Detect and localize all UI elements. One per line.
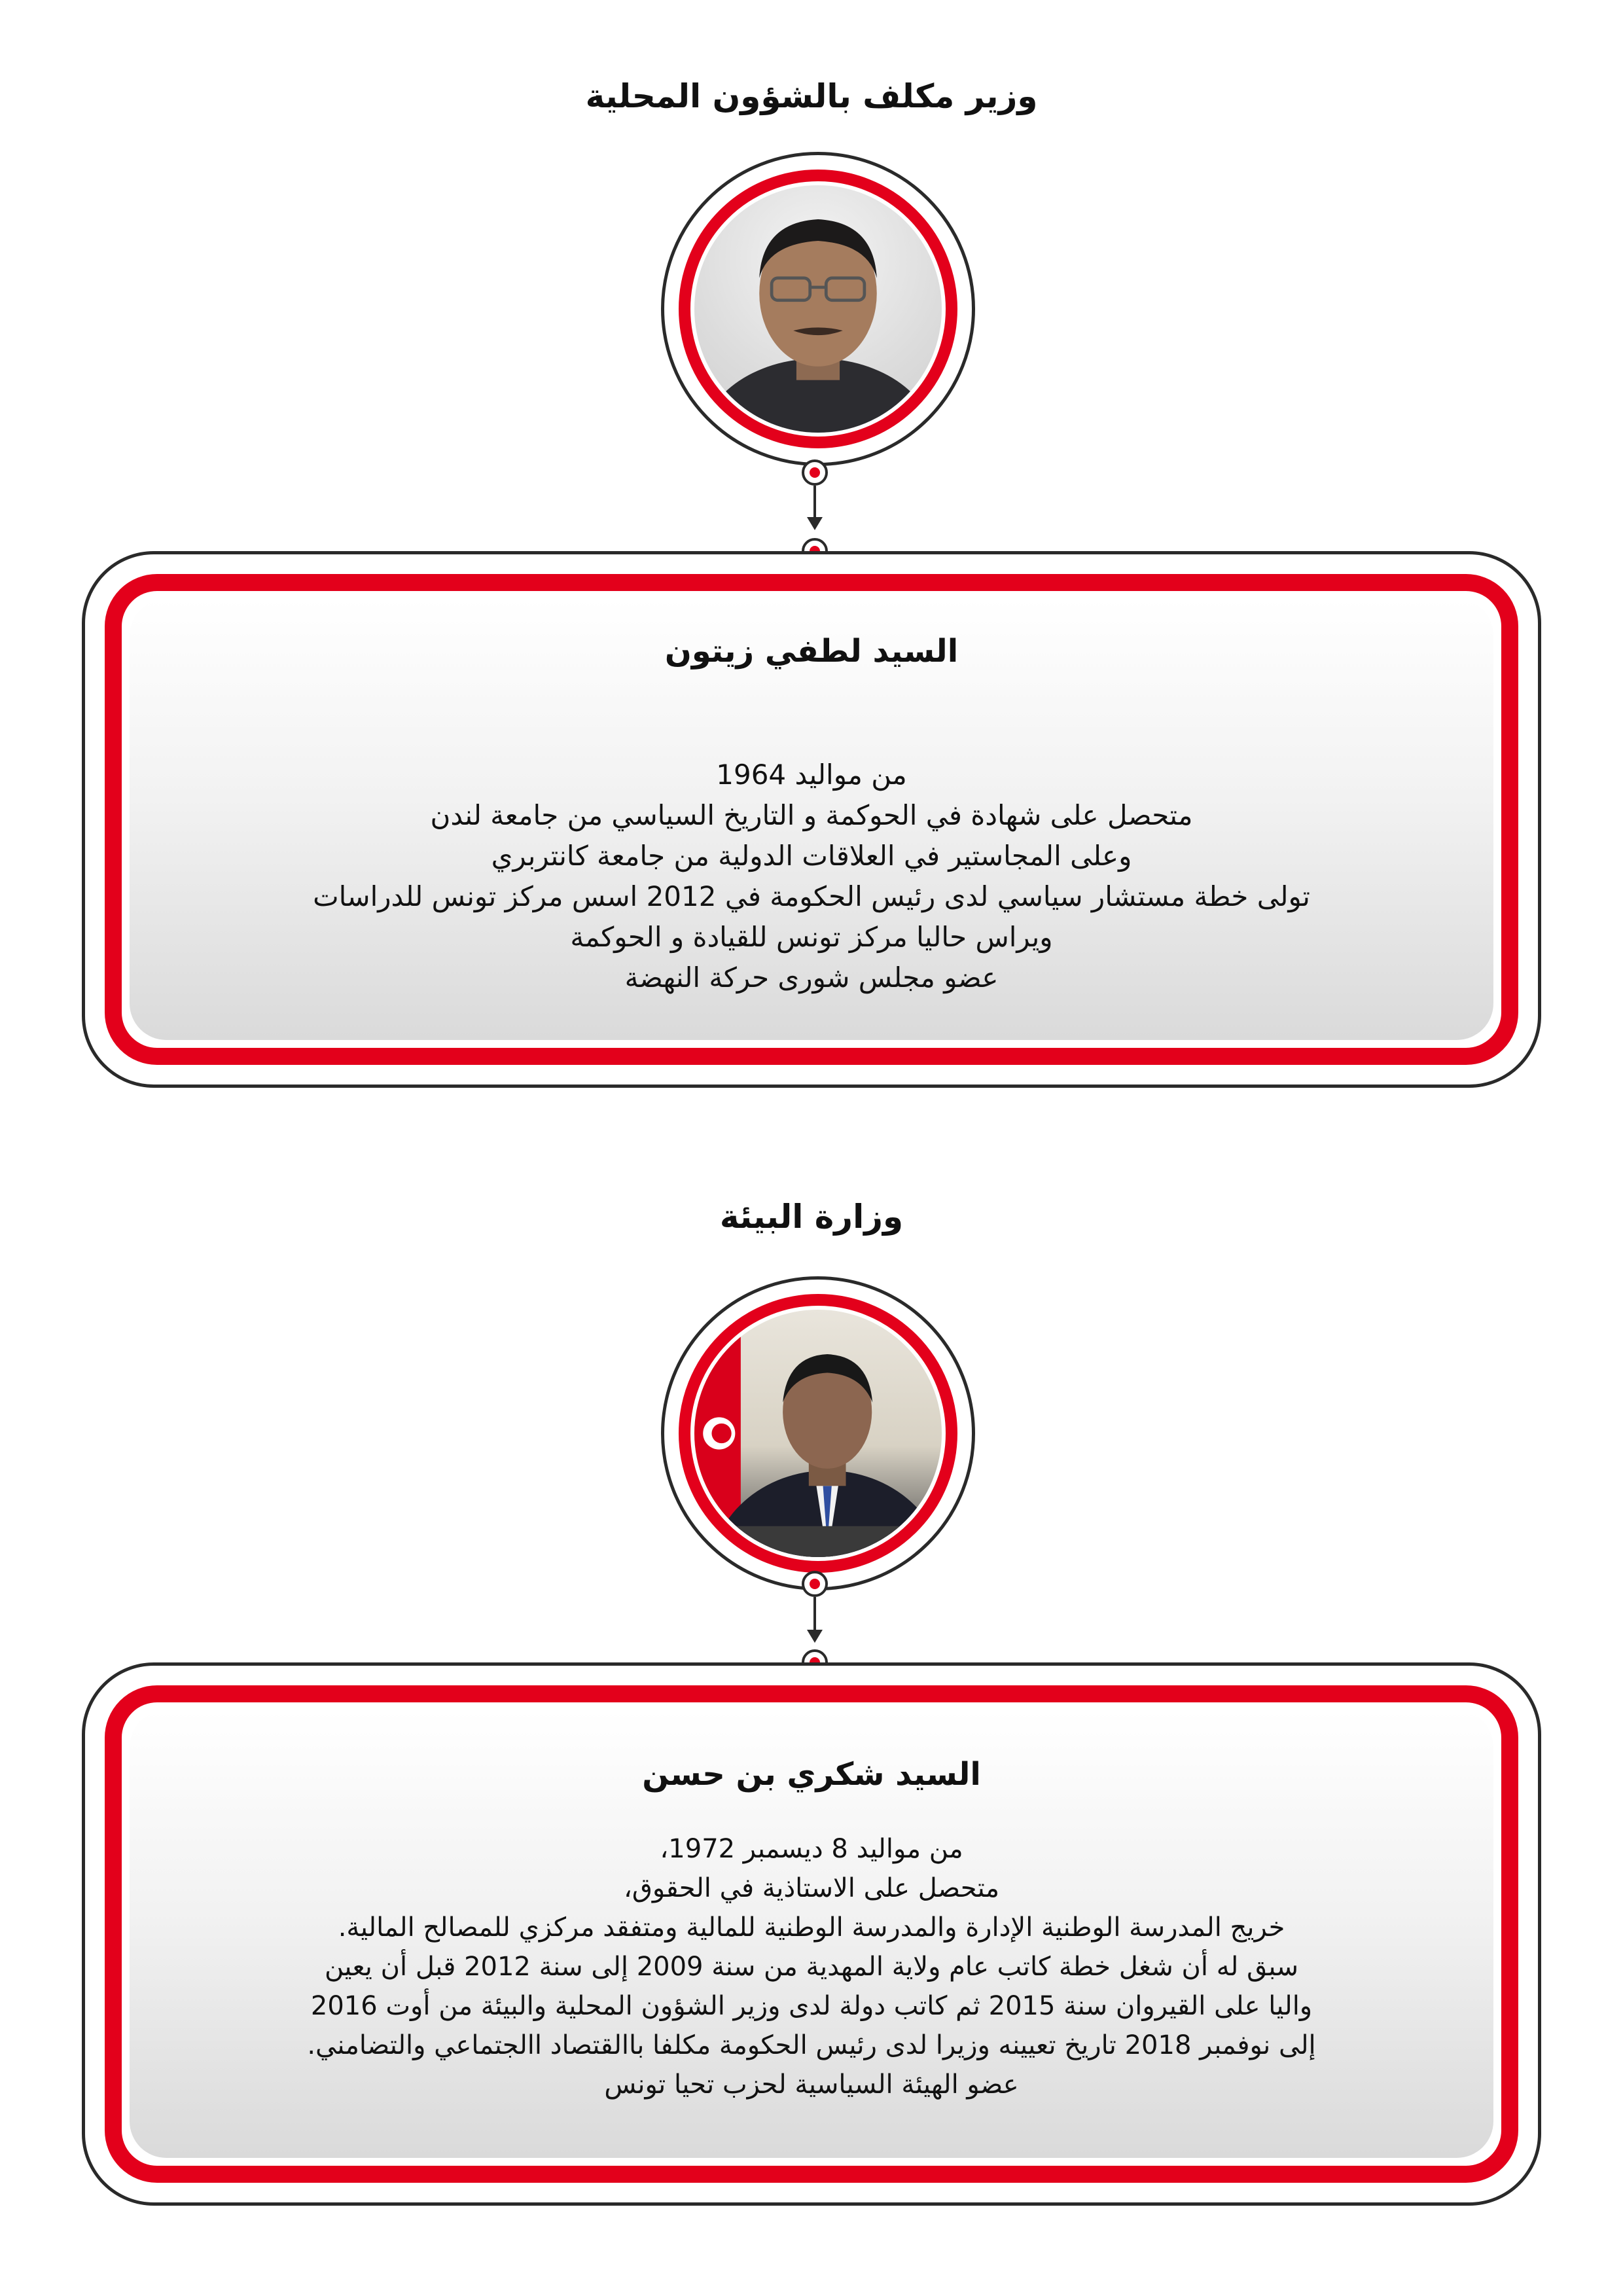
portrait-photo-2 xyxy=(694,1310,942,1557)
bio-line: واليا على القيروان سنة 2015 ثم كاتب دولة لدى وزير الشؤون المحلية والبيئة من أوت 2016 xyxy=(310,1991,1313,2021)
bio-line: متحصل على شهادة في الحوكمة و التاريخ السياسي من جامعة لندن xyxy=(430,799,1193,831)
section-title-1: وزير مكلف بالشؤون المحلية xyxy=(585,77,1038,115)
bio-line: من مواليد 1964 xyxy=(716,759,907,791)
bio-card-1-red-border xyxy=(105,574,1518,1065)
bio-line: عضو الهيئة السياسية لحزب تحيا تونس xyxy=(604,2070,1019,2100)
bio-line: عضو مجلس شورى حركة النهضة xyxy=(624,961,999,994)
portrait-ring-1 xyxy=(679,170,957,448)
connector-arrow-1 xyxy=(807,517,823,530)
portrait-ring-2 xyxy=(679,1294,957,1573)
section-title-2: وزارة البيئة xyxy=(719,1198,904,1236)
bio-card-1 xyxy=(82,551,1541,1088)
bio-list-2 xyxy=(307,1829,1315,2104)
connector-node-top-2 xyxy=(802,1571,828,1597)
bio-line: سبق له أن شغل خطة كاتب عام ولاية المهدية من سنة 2009 إلى سنة 2012 قبل أن يعين xyxy=(324,1952,1299,1982)
bio-line: وعلى المجاستير في العلاقات الدولية من جامعة كانتربري xyxy=(491,840,1132,872)
person-name-2: السيد شكري بن حسن xyxy=(642,1756,981,1793)
bio-card-2-content xyxy=(130,1710,1493,2158)
portrait-frame-2 xyxy=(661,1276,975,1590)
portrait-photo-1 xyxy=(694,185,942,433)
bio-card-2 xyxy=(82,1662,1541,2206)
portrait-frame-1 xyxy=(661,152,975,466)
bio-line: تولى خطة مستشار سياسي لدى رئيس الحكومة في 2012 اسس مركز تونس للدراسات xyxy=(313,880,1310,912)
bio-line: متحصل على الاستاذية في الحقوق، xyxy=(623,1873,1000,1903)
bio-list-1 xyxy=(313,755,1310,998)
bio-card-2-red-border xyxy=(105,1685,1518,2183)
bio-line: من مواليد 8 ديسمبر 1972، xyxy=(660,1834,963,1864)
bio-line: خريج المدرسة الوطنية الإدارة والمدرسة الوطنية للمالية ومتفقد مركزي للمصالح المالية. xyxy=(338,1912,1285,1943)
connector-line-2 xyxy=(813,1597,816,1634)
connector-node-top-1 xyxy=(802,459,828,486)
portrait-illustration-2 xyxy=(694,1310,942,1557)
bio-line: ويراس حاليا مركز تونس للقيادة و الحوكمة xyxy=(570,921,1053,953)
portrait-illustration-1 xyxy=(694,185,942,433)
bio-line: إلى نوفمبر 2018 تاريخ تعيينه وزيرا لدى رئيس الحكومة مكلفا باالقتصاد االجتماعي والتضامني. xyxy=(307,2030,1316,2060)
person-name-1: السيد لطفي زيتون xyxy=(664,633,959,670)
bio-card-1-content xyxy=(130,599,1493,1040)
connector-arrow-2 xyxy=(807,1630,823,1643)
